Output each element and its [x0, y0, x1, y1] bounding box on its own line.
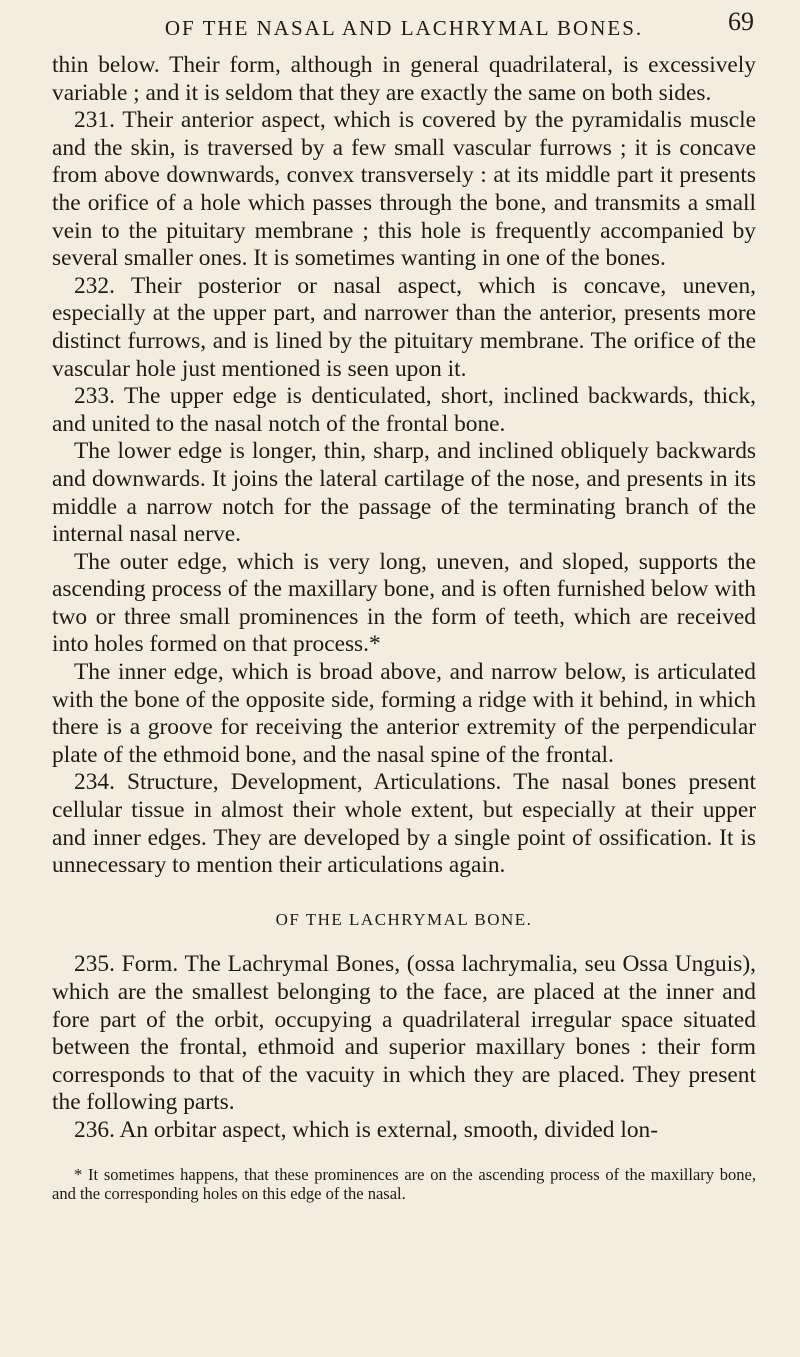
footnote: * It sometimes happens, that these prominences are on the ascending process of the maxillary bone, and the corresponding holes on this edge of the nasal.	[52, 1164, 756, 1203]
paragraph: 233. The upper edge is denticulated, short, inclined backwards, thick, and united to the nasal notch of the frontal bone.	[52, 383, 756, 437]
paragraph: thin below. Their form, although in general quadrilateral, is excessively variable ; and it is seldom that they are exactly the same on both sides.	[52, 52, 756, 106]
paragraph: The inner edge, which is broad above, and narrow below, is articulated with the bone of the opposite side, forming a ridge with it behind, in which there is a groove for receiving the anterior extremity of the perpendicular plate of the ethmoid bone, and the nasal spine of the frontal.	[52, 659, 756, 768]
paragraph: 231. Their anterior aspect, which is covered by the pyramidalis muscle and the skin, is traversed by a few small vascular furrows ; it is concave from above downwards, convex transversely : at its middle part it presents the orifice of a hole which passes through the bone, and transmits a small vein to the pituitary membrane ; this hole is frequently accompanied by several smaller ones. It is sometimes wanting in one of the bones.	[52, 107, 756, 272]
paragraph: 234. Structure, Development, Articulations. The nasal bones present cellular tissue in almost their whole extent, but especially at their upper and inner edges. They are developed by a single point of ossification. It is unnecessary to mention their articulations again.	[52, 769, 756, 879]
paragraph: 236. An orbitar aspect, which is external, smooth, divided lon-	[74, 1116, 659, 1143]
paragraph: 232. Their posterior or nasal aspect, which is concave, uneven, especially at the upper part, and narrower than the anterior, presents more distinct furrows, and is lined by the pituitary membrane. The orifice of the vascular hole just mentioned is seen upon it.	[52, 272, 756, 382]
paragraph: The lower edge is longer, thin, sharp, and inclined obliquely backwards and downwards. It joins the lateral cartilage of the nose, and presents in its middle a narrow notch for the passage of the terminating branch of the internal nasal nerve.	[52, 438, 756, 548]
paragraph: 235. Form. The Lachrymal Bones, (ossa lachrymalia, seu Ossa Unguis), which are the smallest belonging to the face, are placed at the inner and fore part of the orbit, occupying a quadrilateral irregular space situated between the frontal, ethmoid and superior maxillary bones : their form corresponds to that of the vacuity in which they are placed. They present the following parts.	[52, 951, 756, 1116]
paragraph: The outer edge, which is very long, uneven, and sloped, supports the ascending process of the maxillary bone, and is often furnished below with two or three small prominences in the form of teeth, which are received into holes formed on that process.*	[52, 548, 756, 658]
footnotes	[52, 1165, 756, 1203]
running-head	[52, 7, 756, 42]
running-title: OF THE NASAL AND LACHRYMAL BONES.	[164, 16, 644, 40]
section-heading: OF THE LACHRYMAL BONE.	[275, 909, 533, 929]
page-number: 69	[728, 7, 754, 36]
body-text	[52, 52, 756, 1145]
